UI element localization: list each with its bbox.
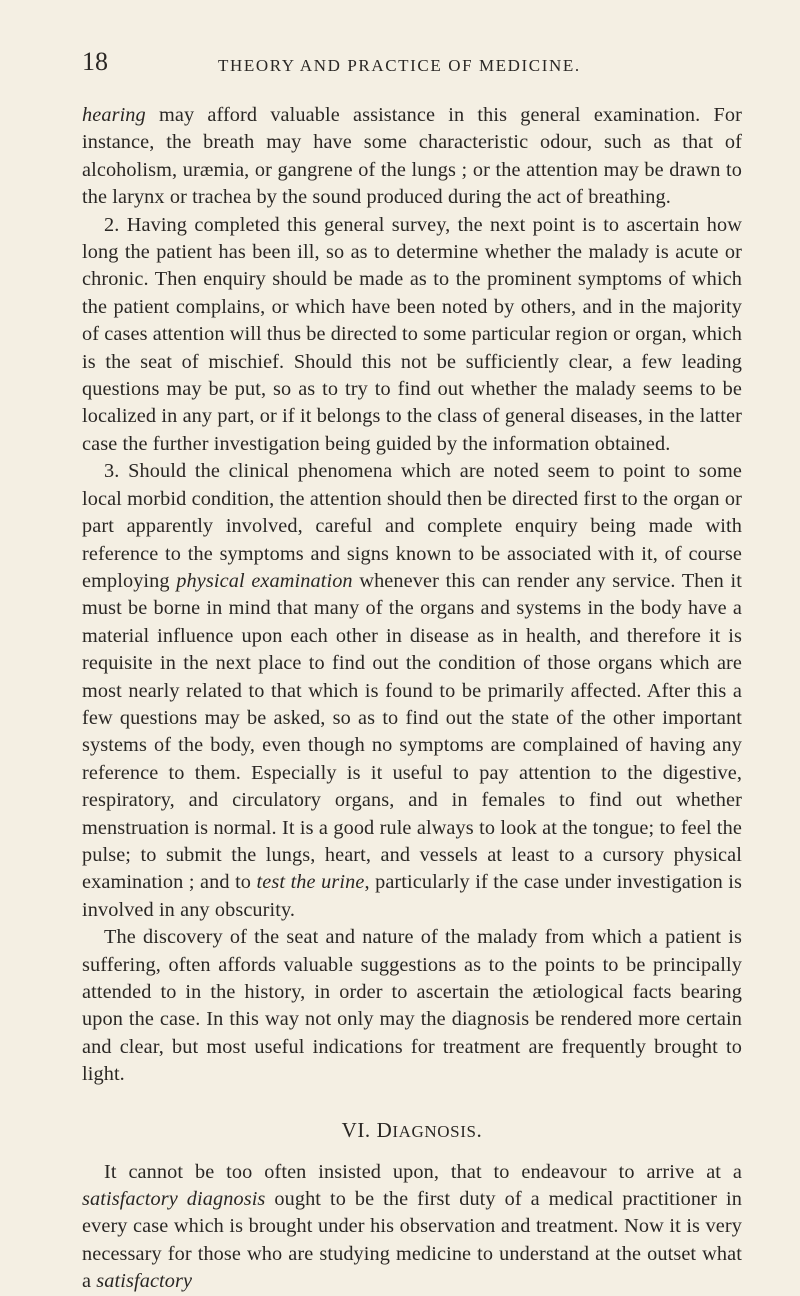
section-heading-end: . xyxy=(476,1117,483,1142)
emphasis-satisfactory: satisfactory xyxy=(96,1270,193,1293)
emphasis-test-the-urine: test the urine xyxy=(256,871,365,894)
running-title: THEORY AND PRACTICE OF MEDICINE. xyxy=(218,56,581,75)
paragraph-3-text-c: , particularly if the case under investigation is involved in any obscurity. xyxy=(82,871,743,921)
running-head xyxy=(82,48,742,82)
section-heading-diagnosis xyxy=(82,1117,742,1145)
paragraph-3-text-a: 3. Should the clinical phenomena which are noted seem to point to some local morbid condition, the attention should then be directed first to the organ or part apparently involved, careful and complete enquiry being made with reference to the symptoms and signs known to be associated with it, of course employing xyxy=(82,460,742,592)
emphasis-satisfactory-diagnosis: satisfactory diagnosis xyxy=(82,1188,266,1211)
paragraph-hearing-text: may afford valuable assistance in this general examination. For instance, the breath may have some characteristic odour, such as that of alcoholism, uræmia, or gangrene of the lungs ; or the attention may be drawn to the larynx or trachea by the sound produced during the act of breathing. xyxy=(82,104,742,209)
paragraph-hearing xyxy=(82,102,742,212)
page-number: 18 xyxy=(82,47,108,76)
paragraph-5-text-a: It cannot be too often insisted upon, that to endeavour to arrive at a xyxy=(104,1160,742,1183)
paragraph-4: The discovery of the seat and nature of the malady from which a patient is suffering, often affords valuable suggestions as to the points to be principally attended to in the history, in order to ascertain the ætiological facts bearing upon the case. In this way not only may the diagnosis be rendered more certain and clear, but most useful indications for treatment are frequently brought to light. xyxy=(82,926,742,1086)
paragraph-5-text-b: ought to be the first duty of a medical practitioner in every case which is brought under his observation and treatment. Now it is very necessary for those who are studying medicine to understand at the outset what a xyxy=(82,1188,742,1293)
section-heading-small-caps: IAGNOSIS xyxy=(392,1121,477,1141)
paragraph-3 xyxy=(82,458,742,924)
paragraph-5 xyxy=(82,1159,742,1296)
emphasis-physical-examination: physical examination xyxy=(176,569,353,592)
body-text xyxy=(82,102,742,1296)
section-heading-numeral: VI. D xyxy=(341,1117,393,1142)
paragraph-2: 2. Having completed this general survey, the next point is to ascertain how long the patient has been ill, so as to determine whether the malady is acute or chronic. Then enquiry should be made as to the prominent symptoms of which the patient complains, or which have been noted by others, and in the majority of cases attention will thus be directed to some particular region or organ, which is the seat of mischief. Should this not be sufficiently clear, a few leading questions may be put, so as to try to find out whether the malady seems to be localized in any part, or if it belongs to the class of general diseases, in the latter case the further investigation being guided by the information obtained. xyxy=(82,213,743,455)
emphasis-hearing: hearing xyxy=(82,104,146,126)
paragraph-3-text-b: whenever this can render any service. Then it must be borne in mind that many of the organs and systems in the body have a material influence upon each other in disease as in health, and therefore it is requisite in the next place to find out the condition of those organs which are most nearly related to that which is found to be primarily affected. After this a few questions may be asked, so as to find out the state of the other important systems of the body, even though no symptoms are complained of having any reference to them. Especially is it useful to pay attention to the digestive, respiratory, and circulatory organs, and in females to find out whether menstruation is normal. It is a good rule always to look at the tongue; to feel the pulse; to submit the lungs, heart, and vessels at least to a cursory physical examination ; and to xyxy=(82,569,742,894)
